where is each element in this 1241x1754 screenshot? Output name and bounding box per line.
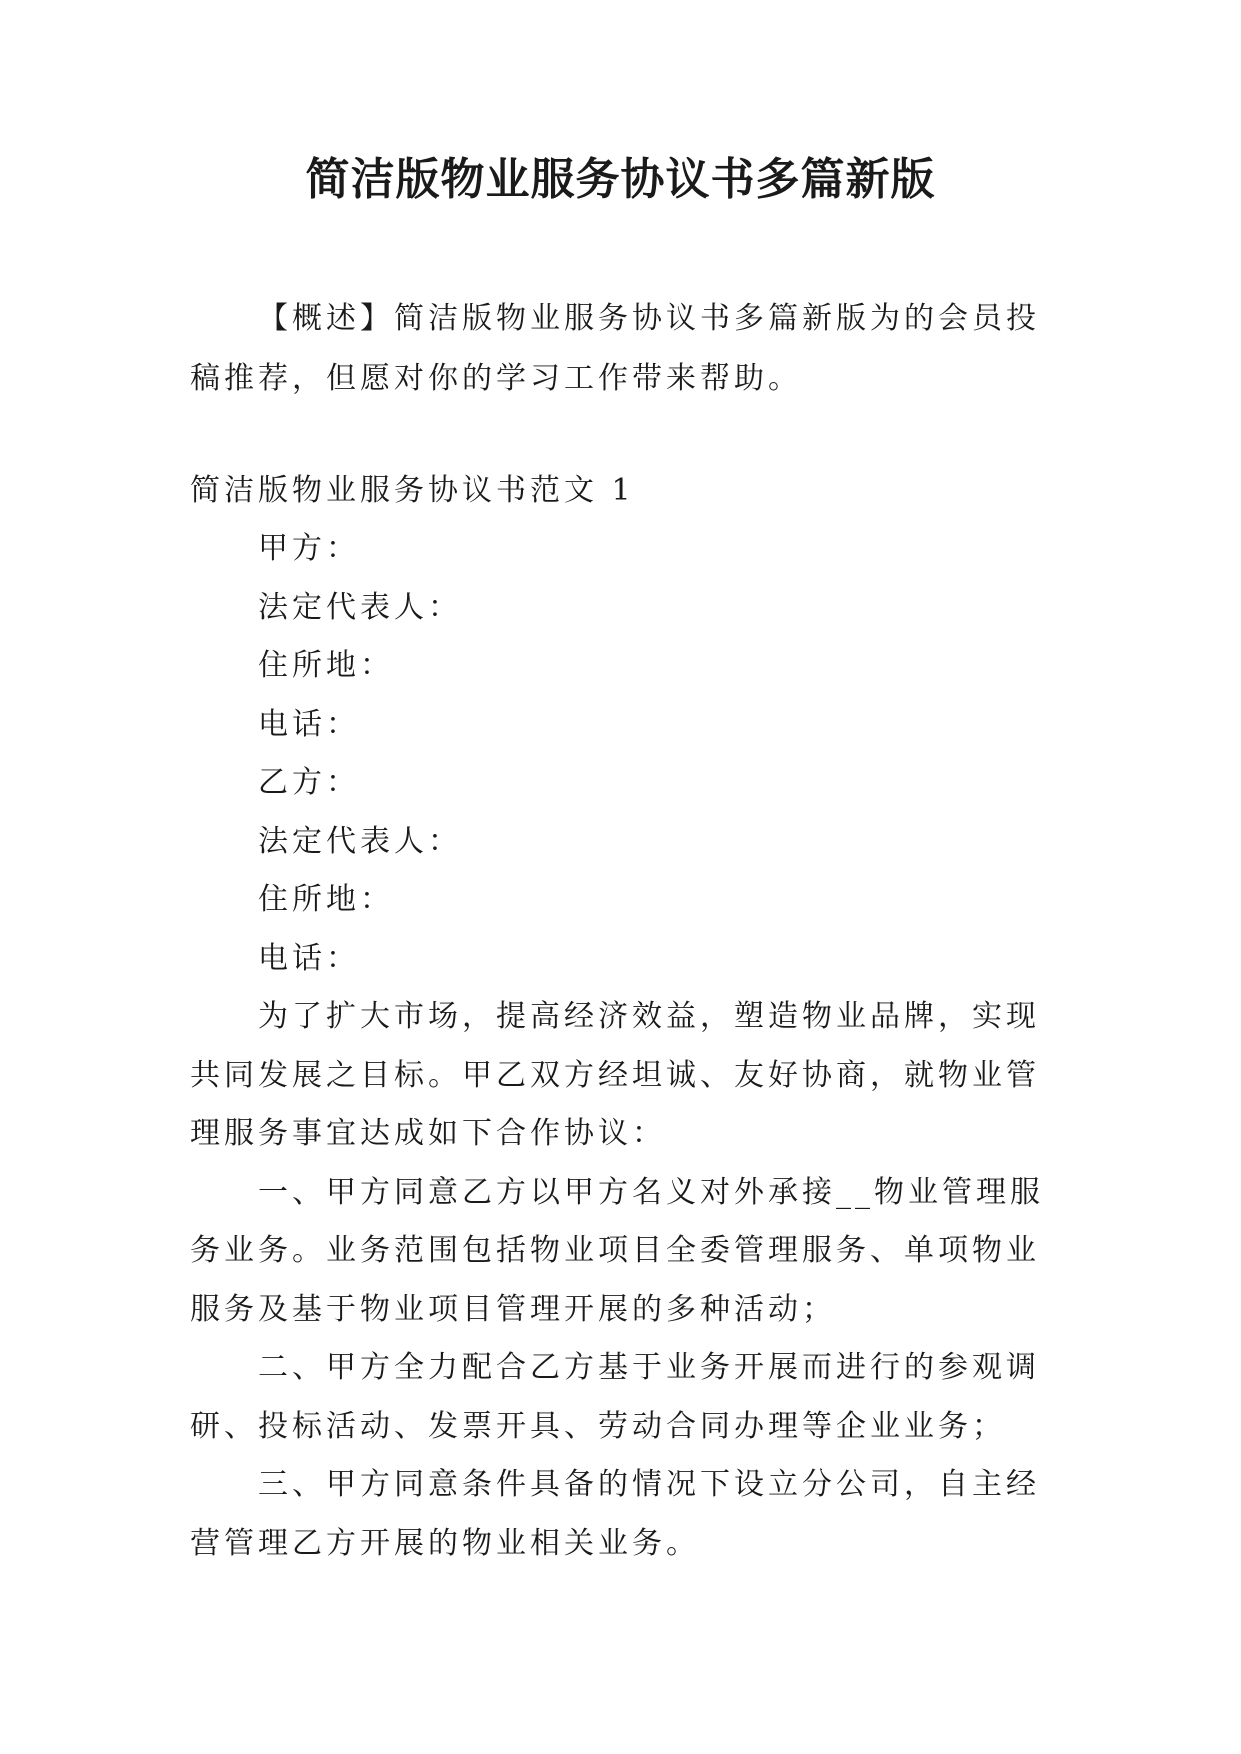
- party-a-label: 甲方：: [258, 531, 360, 566]
- clause-2-paragraph: 二、甲方全力配合乙方基于业务开展而进行的参观调研、投标活动、发票开具、劳动合同办理等企业业务；: [190, 1350, 1040, 1444]
- agreement-body: [190, 520, 1058, 1573]
- party-a-representative: 法定代表人：: [258, 589, 462, 625]
- summary-paragraph: 【概述】简洁版物业服务协议书多篇新版为的会员投稿推荐，但愿对你的学习工作带来帮助。: [190, 301, 1040, 396]
- document-title: 简洁版物业服务协议书多篇新版: [305, 154, 936, 205]
- party-b-phone: 电话：: [258, 940, 360, 976]
- clause-1-paragraph: 一、甲方同意乙方以甲方名义对外承接__物业管理服务业务。业务范围包括物业项目全委管理服务、单项物业服务及基于物业项目管理开展的多种活动；: [190, 1174, 1044, 1327]
- party-a-address: 住所地：: [258, 648, 394, 683]
- party-a-phone: 电话：: [258, 706, 360, 742]
- clause-3-paragraph: 三、甲方同意条件具备的情况下设立分公司，自主经营管理乙方开展的物业相关业务。: [190, 1467, 1040, 1561]
- intro-paragraph: 为了扩大市场，提高经济效益，塑造物业品牌，实现共同发展之目标。甲乙双方经坦诚、友好协商，就物业管理服务事宜达成如下合作协议：: [190, 999, 1040, 1151]
- party-b-representative: 法定代表人：: [258, 823, 462, 859]
- party-b-address: 住所地：: [258, 882, 394, 917]
- section-heading: 简洁版物业服务协议书范文 1: [190, 473, 635, 508]
- party-b-label: 乙方：: [258, 765, 360, 800]
